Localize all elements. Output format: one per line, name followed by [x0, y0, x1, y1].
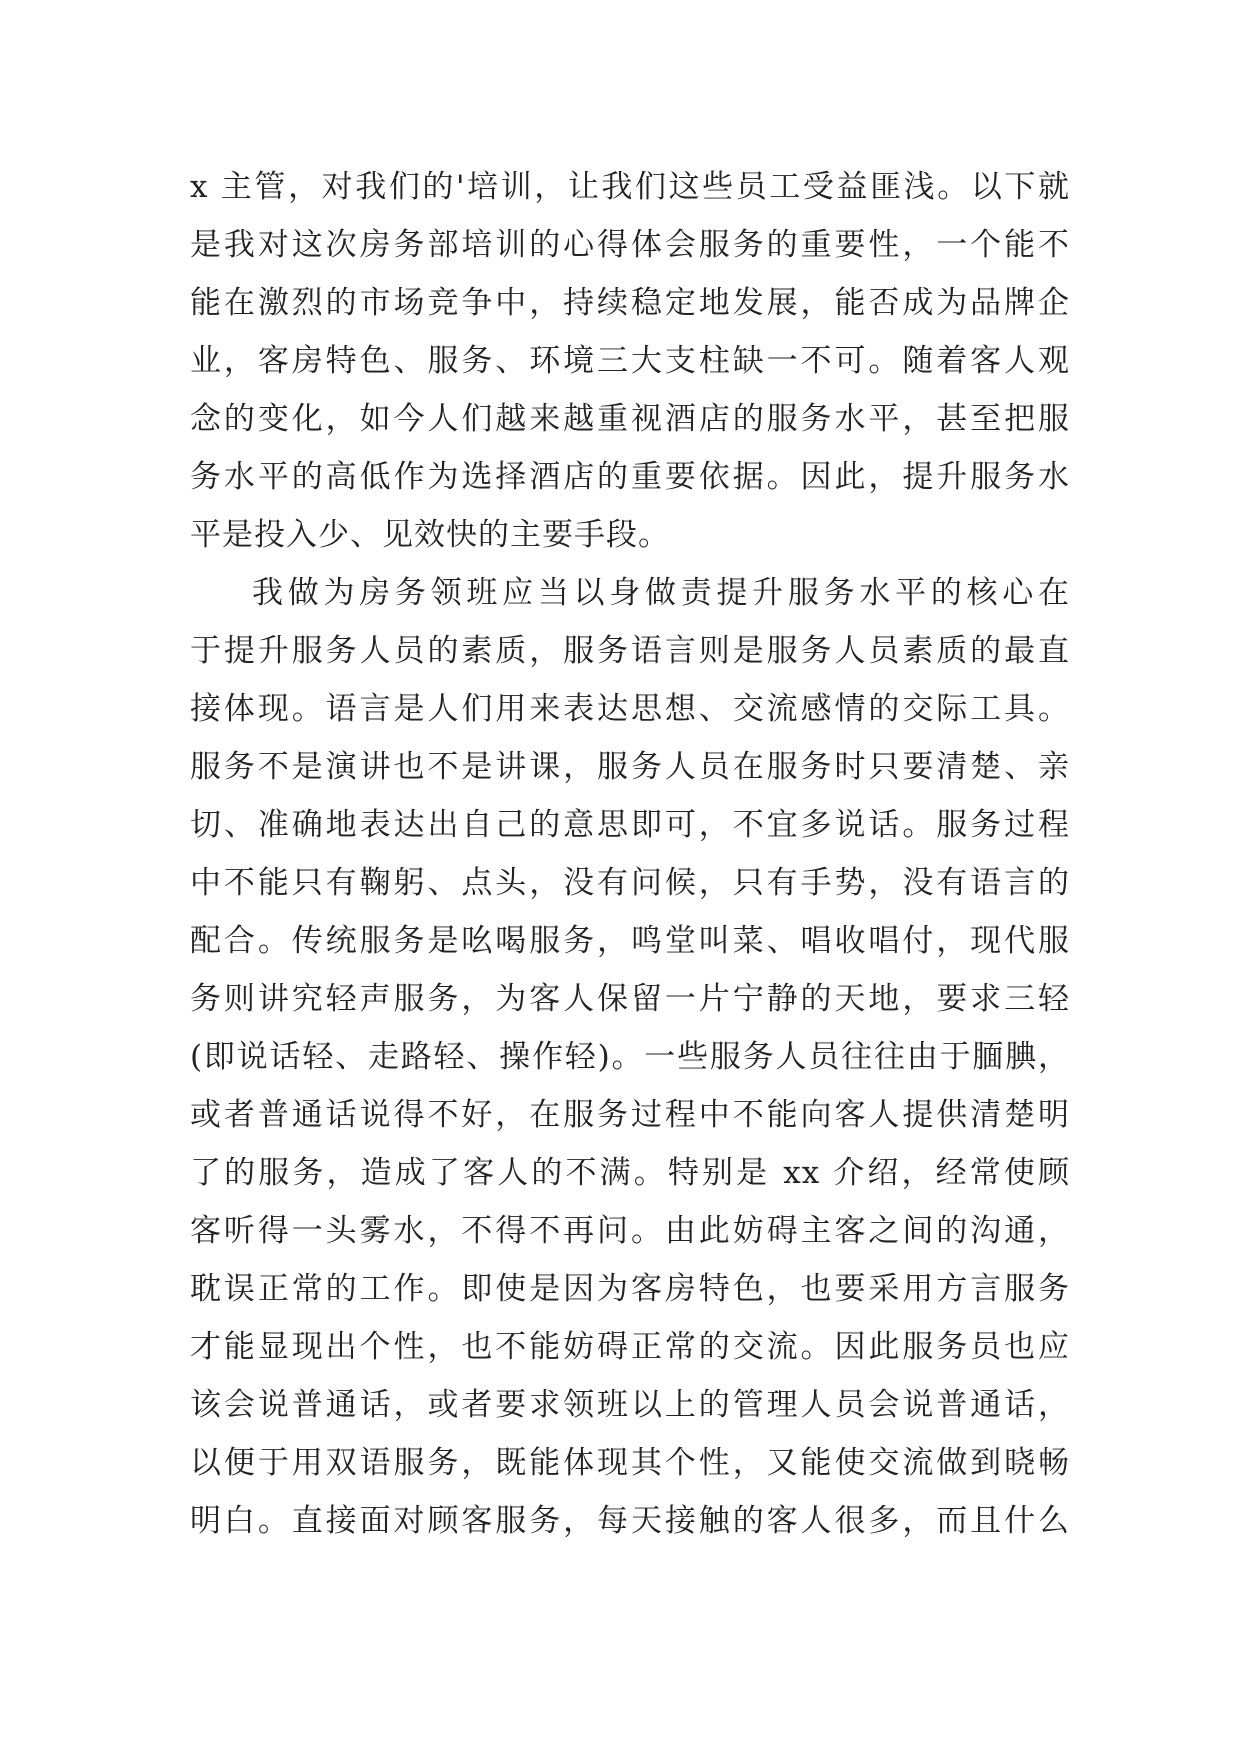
paragraph-1: [190, 158, 1070, 564]
text-line: 明白。直接面对顾客服务，每天接触的客人很多，而且什么: [190, 1503, 1070, 1539]
text-line: 于提升服务人员的素质，服务语言则是服务人员素质的最直: [190, 633, 1070, 669]
text-line: 业，客房特色、服务、环境三大支柱缺一不可。随着客人观: [190, 343, 1070, 379]
text-line: 该会说普通话，或者要求领班以上的管理人员会说普通话，: [190, 1387, 1070, 1423]
text-line: 了的服务，造成了客人的不满。特别是 xx 介绍，经常使顾: [190, 1155, 1070, 1191]
text-line: 中不能只有鞠躬、点头，没有问候，只有手势，没有语言的: [190, 865, 1070, 901]
text-line: 切、准确地表达出自己的意思即可，不宜多说话。服务过程: [190, 807, 1070, 843]
text-line: (即说话轻、走路轻、操作轻)。一些服务人员往往由于腼腆，: [190, 1039, 1070, 1075]
text-line: 服务不是演讲也不是讲课，服务人员在服务时只要清楚、亲: [190, 749, 1070, 785]
text-line: 是我对这次房务部培训的心得体会服务的重要性，一个能不: [190, 227, 1070, 263]
text-line: x 主管，对我们的'培训，让我们这些员工受益匪浅。以下就: [190, 169, 1070, 205]
text-line: 或者普通话说得不好，在服务过程中不能向客人提供清楚明: [190, 1097, 1070, 1133]
text-line: 接体现。语言是人们用来表达思想、交流感情的交际工具。: [190, 691, 1070, 727]
text-line: 能在激烈的市场竞争中，持续稳定地发展，能否成为品牌企: [190, 285, 1070, 321]
text-line: 平是投入少、见效快的主要手段。: [190, 517, 670, 553]
text-line: 念的变化，如今人们越来越重视酒店的服务水平，甚至把服: [190, 401, 1070, 437]
text-line: 客听得一头雾水，不得不再问。由此妨碍主客之间的沟通，: [190, 1213, 1070, 1249]
text-line: 耽误正常的工作。即使是因为客房特色，也要采用方言服务: [190, 1271, 1070, 1307]
paragraph-2: [190, 564, 1070, 1550]
document-body: [190, 158, 1070, 1550]
text-line: 以便于用双语服务，既能体现其个性，又能使交流做到晓畅: [190, 1445, 1070, 1481]
text-line: 配合。传统服务是吆喝服务，鸣堂叫菜、唱收唱付，现代服: [190, 923, 1070, 959]
text-line: 务则讲究轻声服务，为客人保留一片宁静的天地，要求三轻: [190, 981, 1070, 1017]
text-line: 我做为房务领班应当以身做责提升服务水平的核心在: [252, 575, 1070, 611]
text-line: 务水平的高低作为选择酒店的重要依据。因此，提升服务水: [190, 459, 1070, 495]
text-line: 才能显现出个性，也不能妨碍正常的交流。因此服务员也应: [190, 1329, 1070, 1365]
